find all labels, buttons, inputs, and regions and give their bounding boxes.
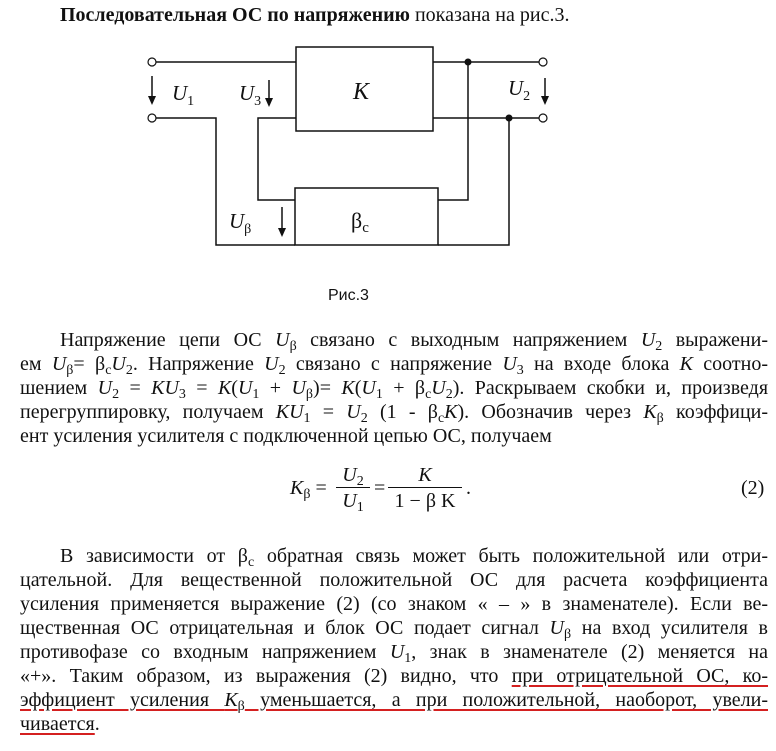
input-terminal-bottom	[148, 114, 156, 122]
ub-label: $U_\beta$	[229, 209, 252, 237]
p2-line-7: эффициент усиления $K_\beta$ уменьшается, а при положительной, наоборот, увели-	[20, 689, 768, 715]
fraction-k: $\frac{K}{\text{1 − β K}}$	[388, 463, 462, 514]
paragraph-2	[20, 544, 768, 736]
formula-equals: =	[374, 477, 386, 499]
feedback-top-wire	[438, 62, 468, 200]
p2-line-8: чивается.	[20, 713, 100, 735]
output-top-node	[465, 59, 472, 66]
p2-line-4: щественная ОС отрицательная и блок ОС подает сигнал $U_\beta$ на вход усилителя в	[20, 617, 769, 643]
p2-line-6: «+». Таким образом, из выражения (2) видно, что при отрицательной ОС, ко-	[20, 665, 769, 687]
p1-line-3: шением $U_2 = KU_3 = K(U_1 + U_\beta)= K(U_1 + \beta_cU_2)$. Раскрываем скобки и, произведя	[20, 377, 769, 403]
figure-caption: Рис.3	[328, 287, 369, 304]
equation-number: (2)	[741, 477, 765, 499]
p1-line-1: Напряжение цепи ОС $U_\beta$ связано с выходным напряжением $U_2$ выражени-	[60, 329, 768, 355]
input-terminal-top	[148, 58, 156, 66]
formula-dot: .	[466, 477, 471, 499]
k-to-beta-wire	[258, 118, 296, 200]
u3-label: $U_3$	[239, 81, 262, 109]
circuit-diagram	[0, 0, 776, 300]
p1-line-5: ент усиления усилителя с подключенной цепью ОС, получаем	[20, 425, 552, 447]
output-terminal-bottom	[539, 114, 547, 122]
beta-block	[295, 188, 438, 245]
p2-line-3: усиления применяется выражение (2) (со знаком « – » в знаменателе). Если ве-	[20, 593, 768, 615]
output-bottom-node	[506, 115, 513, 122]
p2-line-1: В зависимости от $\beta_c$ обратная связь может быть положительной или отри-	[60, 545, 768, 571]
p1-line-4: перегруппировку, получаем $KU_1 = U_2$ $(1 - \beta_cK)$. Обозначив через $K_\beta$ коэффици-	[20, 401, 769, 427]
k-label: K	[353, 79, 370, 105]
title-bold: Последовательная ОС по напряжению	[60, 4, 410, 26]
u2-label: $U_2$	[508, 76, 531, 104]
p1-line-2: ем $U_\beta= \beta_cU_2$. Напряжение $U_2$ связано с напряжение $U_3$ на входе блока K соотно-	[20, 353, 768, 379]
feedback-bottom-wire	[438, 118, 509, 245]
fraction-u2-u1: $\frac{U_2}{U_1}$	[336, 463, 370, 514]
p2-line-2: цательной. Для вещественной положительной ОС для расчета коэффициента	[20, 569, 768, 591]
beta-label: βc	[351, 208, 369, 236]
title-rest: показана на рис.3.	[409, 4, 570, 26]
input-bottom-wire	[156, 118, 295, 245]
paragraph-1	[20, 328, 768, 448]
p2-line-5: противофазе со входным напряжением $U_1$, знак в знаменателе (2) меняется на	[20, 641, 768, 667]
formula-lhs: $K_\beta$ =	[290, 477, 327, 503]
u1-label: $U_1$	[172, 81, 195, 109]
highlight-start: при отрицательной ОС, ко-	[511, 665, 769, 687]
output-terminal-top	[539, 58, 547, 66]
